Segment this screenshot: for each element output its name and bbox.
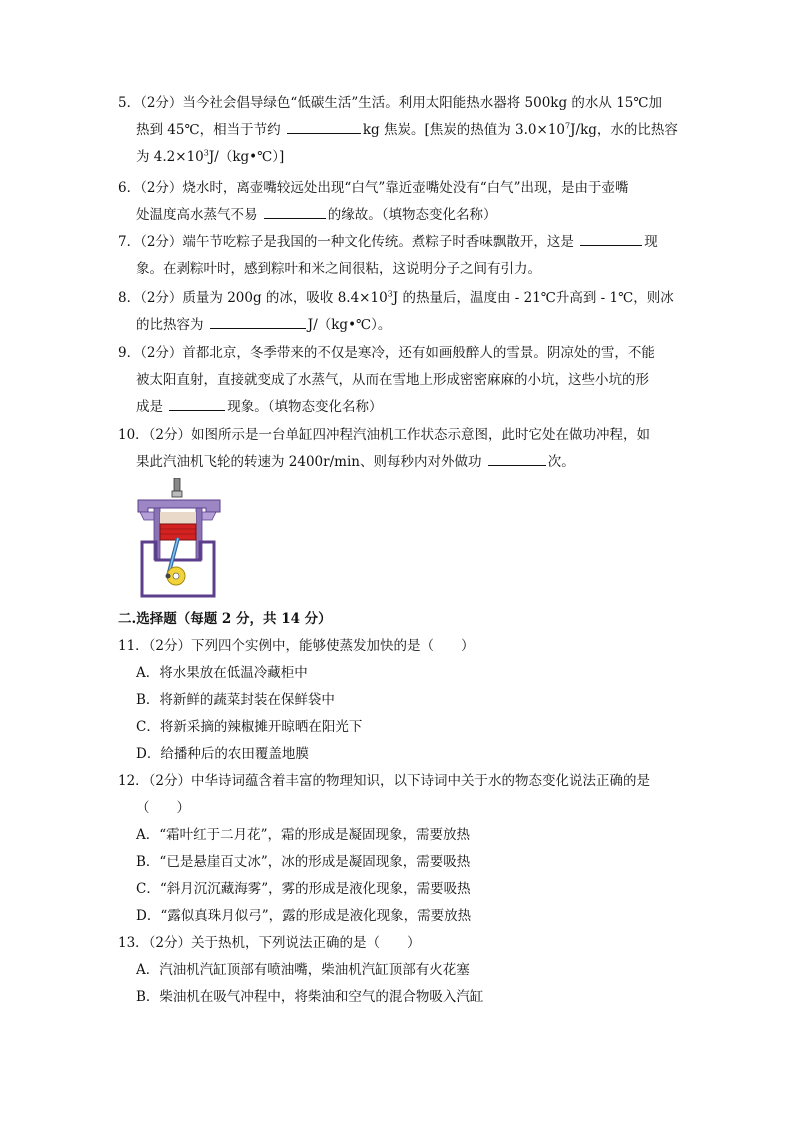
question-7-line-1: 7．（2分）端午节吃粽子是我国的一种文化传统。煮粽子时香味飘散开，这是 现 [118, 229, 678, 256]
question-12-stem-line-1: 12．（2分）中华诗词蕴含着丰富的物理知识，以下诗词中关于水的物态变化说法正确的是 [118, 773, 651, 789]
question-10 [118, 422, 678, 476]
question-7 [118, 229, 678, 283]
question-12 [118, 768, 678, 930]
question-11-stem: 11．（2分）下列四个实例中，能够使蒸发加快的是（ ） [118, 638, 475, 654]
question-12-stem-line-2: （ ） [136, 800, 190, 816]
answer-blank[interactable] [169, 395, 225, 411]
question-13 [118, 930, 678, 1011]
option-a[interactable]: A．汽油机汽缸顶部有喷油嘴，柴油机汽缸顶部有火花塞 [136, 962, 470, 978]
engine-diagram [128, 478, 234, 598]
option-a[interactable]: A．“霜叶红于二月花”，霜的形成是凝固现象，需要放热 [136, 827, 471, 843]
four-stroke-engine-illustration [128, 478, 234, 598]
question-8-line-2: 的比热容为 J/（kg•℃）。 [118, 312, 678, 339]
option-d[interactable]: D．“露似真珠月似弓”，露的形成是液化现象，需要放热 [136, 908, 472, 924]
question-13-stem: 13．（2分）关于热机，下列说法正确的是（ ） [118, 935, 421, 951]
option-b[interactable]: B．将新鲜的蔬菜封装在保鲜袋中 [136, 692, 335, 708]
section-heading-choice: 二.选择题（每题 2 分，共 14 分） [118, 611, 332, 627]
option-b[interactable]: B．“已是悬崖百丈冰”，冰的形成是凝固现象，需要吸热 [136, 854, 471, 870]
question-6-line-1: 6．（2分）烧水时，离壶嘴较远处出现“白气”靠近壶嘴处没有“白气”出现，是由于壶嘴 [118, 180, 629, 196]
option-b[interactable]: B．柴油机在吸气冲程中，将柴油和空气的混合物吸入汽缸 [136, 989, 484, 1005]
question-9-line-1: 9．（2分）首都北京，冬季带来的不仅是寒冷，还有如画般醉人的雪景。阴凉处的雪，不能 [118, 345, 655, 361]
answer-blank[interactable] [210, 313, 306, 329]
question-10-line-2: 果此汽油机飞轮的转速为 2400r/min、则每秒内对外做功 次。 [118, 449, 678, 476]
question-6-line-2: 处温度高水蒸气不易 的缘故。（填物态变化名称） [118, 202, 678, 229]
question-5-line-1: 5．（2分）当今社会倡导绿色“低碳生活”生活。利用太阳能热水器将 500kg 的水从 15℃加 [118, 95, 662, 111]
answer-blank[interactable] [488, 450, 546, 466]
question-9 [118, 340, 678, 421]
question-10-line-1: 10．（2分）如图所示是一台单缸四冲程汽油机工作状态示意图，此时它处在做功冲程，如 [118, 427, 651, 443]
question-8 [118, 285, 678, 339]
question-7-line-2: 象。在剥粽叶时，感到粽叶和米之间很粘，这说明分子之间有引力。 [136, 261, 541, 277]
question-11 [118, 633, 678, 768]
option-a[interactable]: A．将水果放在低温冷藏柜中 [136, 665, 308, 681]
option-c[interactable]: C．将新采摘的辣椒摊开晾晒在阳光下 [136, 719, 363, 735]
question-8-line-1: 8．（2分）质量为 200g 的冰，吸收 $8.4\times 10^3J$ 的热量后，温度由 - 21℃升高到 - 1℃，则冰 [118, 289, 674, 306]
answer-blank[interactable] [264, 203, 326, 219]
question-9-line-3: 成是 现象。（填物态变化名称） [118, 394, 678, 421]
question-5-line-3: 为 $4.2\times 10^3J/(kg•℃)$] [136, 148, 285, 165]
option-d[interactable]: D．给播种后的农田覆盖地膜 [136, 746, 309, 762]
option-c[interactable]: C．“斜月沉沉藏海雾”，雾的形成是液化现象，需要吸热 [136, 881, 471, 897]
answer-blank[interactable] [580, 230, 642, 246]
question-6 [118, 175, 678, 229]
question-5 [118, 90, 678, 171]
question-9-line-2: 被太阳直射，直接就变成了水蒸气，从而在雪地上形成密密麻麻的小坑，这些小坑的形 [136, 372, 649, 388]
answer-blank[interactable] [287, 118, 361, 134]
question-5-line-2: 热到 45℃，相当于节约 kg 焦炭。[焦炭的热值为 $3.0\times 10^7J/kg$，水的比热容 [118, 117, 678, 144]
